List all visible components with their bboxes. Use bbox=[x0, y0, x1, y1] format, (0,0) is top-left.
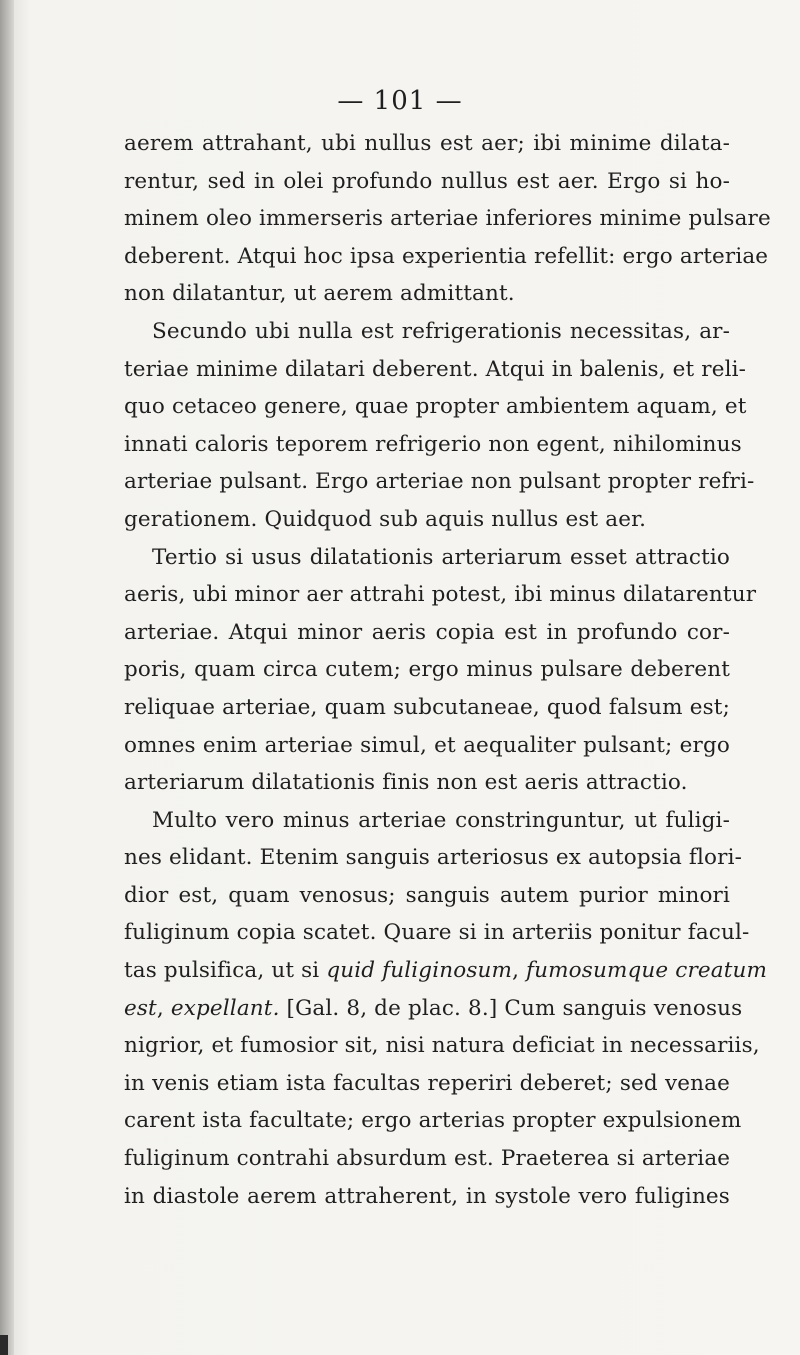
text-line: nigrior, et fumosior sit, nisi natura deficiat in necessariis, bbox=[124, 1033, 760, 1059]
italic-phrase: expellant. bbox=[170, 995, 280, 1021]
text-line-with-italics bbox=[124, 952, 768, 990]
text-line: omnes enim arteriae simul, et aequaliter pulsant; ergo bbox=[124, 732, 730, 758]
text-line: poris, quam circa cutem; ergo minus pulsare deberent bbox=[124, 657, 730, 683]
page-number: — 101 — bbox=[337, 86, 463, 116]
text-line: nes elidant. Etenim sanguis arteriosus ex autopsia flori- bbox=[124, 845, 743, 871]
text-segment: , bbox=[156, 995, 171, 1021]
text-line: deberent. Atqui hoc ipsa experientia refellit: ergo arteriae bbox=[124, 243, 769, 269]
text-line: aeris, ubi minor aer attrahi potest, ibi minus dilatarentur bbox=[124, 582, 757, 608]
text-line: arteriarum dilatationis finis non est aeris attractio. bbox=[124, 770, 688, 796]
text-line: Tertio si usus dilatationis arteriarum esset attractio bbox=[152, 544, 730, 570]
text-line: aerem attrahant, ubi nullus est aer; ibi minime dilata- bbox=[124, 131, 730, 156]
text-line: gerationem. Quidquod sub aquis nullus est aer. bbox=[124, 506, 647, 532]
text-line: teriae minime dilatari deberent. Atqui in balenis, et reli- bbox=[124, 356, 747, 382]
body-text bbox=[124, 125, 771, 1215]
text-line: fuliginum copia scatet. Quare si in arteriis ponitur facul- bbox=[124, 920, 750, 946]
text-line: minem oleo immerseris arteriae inferiores minime pulsare bbox=[124, 206, 771, 232]
text-line: Multo vero minus arteriae constringuntur, ut fuligi- bbox=[152, 807, 730, 833]
italic-phrase: fumosumque creatum bbox=[526, 958, 768, 984]
text-line: in diastole aerem attraherent, in systole vero fuligines bbox=[124, 1183, 730, 1209]
page-spine-edge bbox=[0, 0, 14, 1355]
text-line: arteriae. Atqui minor aeris copia est in profundo cor- bbox=[124, 619, 730, 645]
text-line: Secundo ubi nulla est refrigerationis necessitas, ar- bbox=[152, 318, 730, 344]
text-line: arteriae pulsant. Ergo arteriae non pulsant propter refri- bbox=[124, 469, 755, 495]
text-segment: , bbox=[512, 958, 527, 984]
text-line: non dilatantur, ut aerem admittant. bbox=[124, 281, 515, 307]
italic-phrase: quid fuliginosum bbox=[326, 958, 513, 984]
text-line: reliquae arteriae, quam subcutaneae, quod falsum est; bbox=[124, 694, 730, 720]
text-line: dior est, quam venosus; sanguis autem purior minori bbox=[124, 882, 730, 908]
text-line: in venis etiam ista facultas reperiri deberet; sed venae bbox=[124, 1070, 730, 1096]
text-line: quo cetaceo genere, quae propter ambientem aquam, et bbox=[124, 394, 747, 420]
italic-phrase: est bbox=[124, 995, 157, 1021]
text-line-with-italics bbox=[124, 990, 743, 1028]
text-line: carent ista facultate; ergo arterias propter expulsionem bbox=[124, 1108, 742, 1134]
text-line: innati caloris teporem refrigerio non egent, nihilominus bbox=[124, 431, 742, 457]
text-segment: tas pulsifica, ut si bbox=[124, 958, 327, 984]
text-line: rentur, sed in olei profundo nullus est aer. Ergo si ho- bbox=[124, 168, 730, 194]
text-line: fuliginum contrahi absurdum est. Praeterea si arteriae bbox=[124, 1146, 731, 1172]
text-segment: [Gal. 8, de plac. 8.] Cum sanguis venosus bbox=[279, 995, 743, 1021]
spine-mark bbox=[0, 1335, 8, 1355]
